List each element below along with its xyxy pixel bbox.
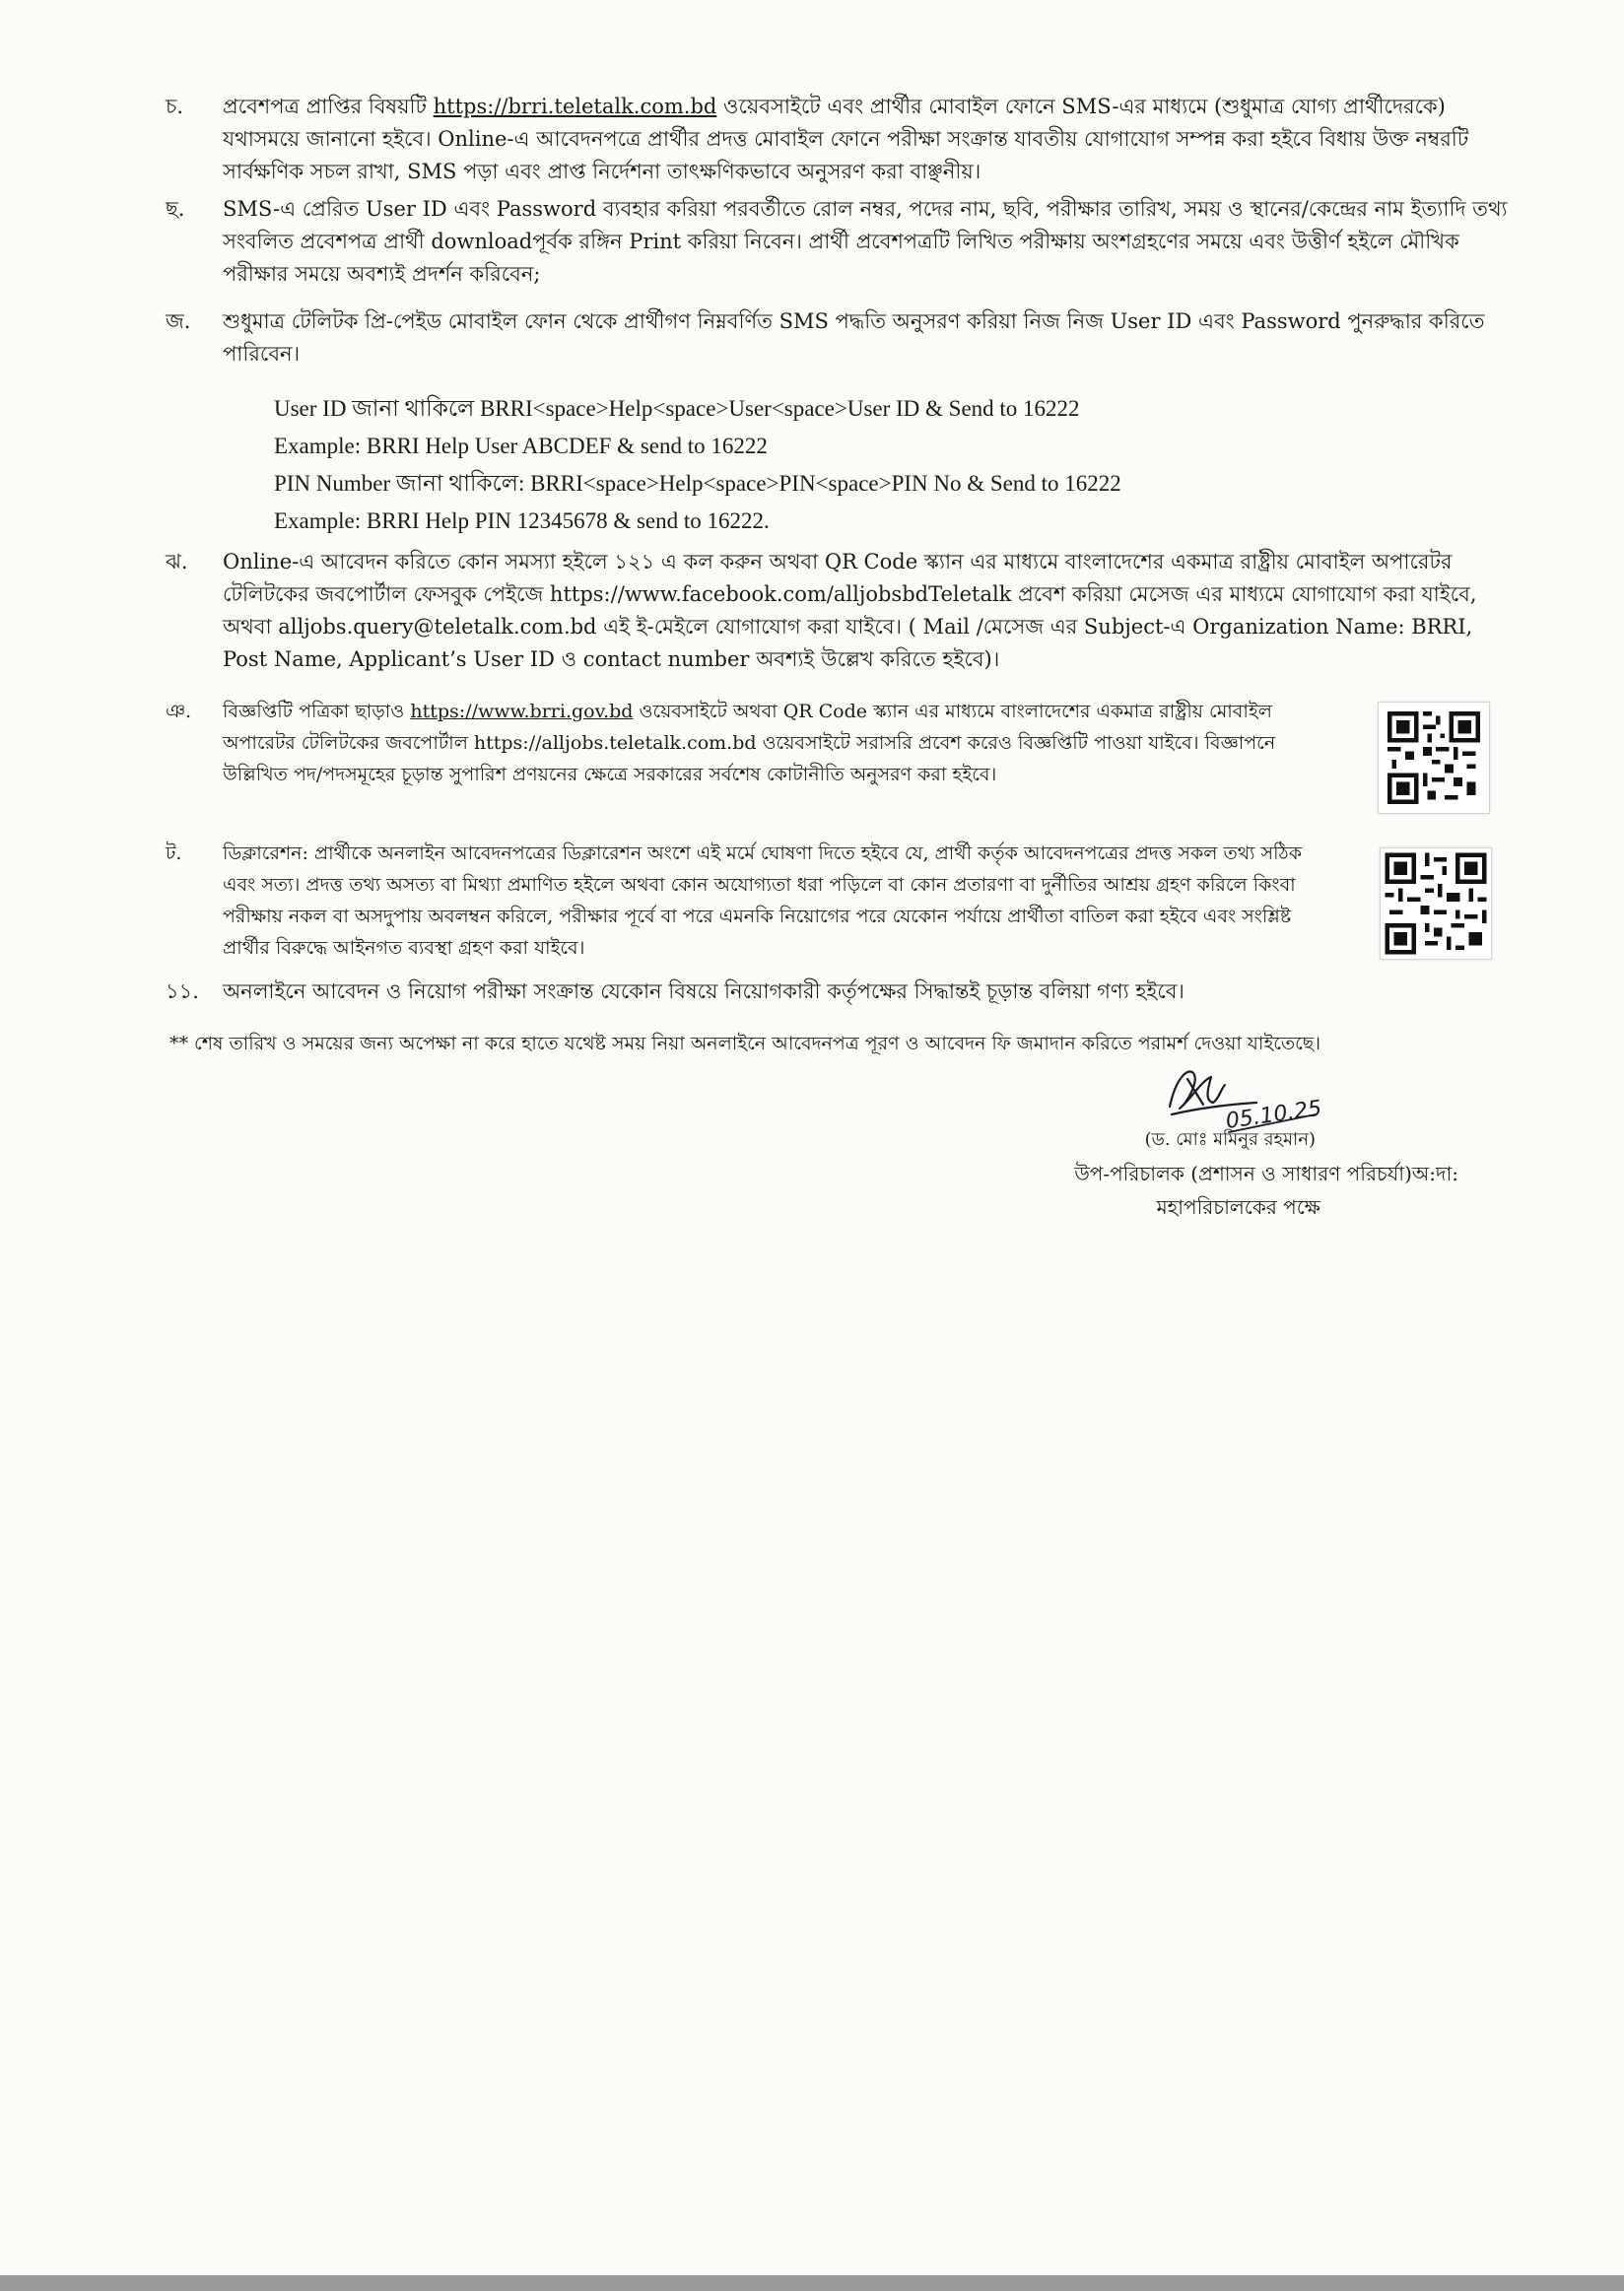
item-nya — [168, 696, 1340, 790]
item-body: Online-এ আবেদন করিতে কোন সমস্যা হইলে ১২১ এ কল করুন অথবা QR Code স্ক্যান এর মাধ্যমে বাংলাদেশের একমাত্র রাষ্ট্রীয় মোবাইল অপারেটর টেলিটকের জবপোর্টাল ফেসবুক পেইজে https://www.facebook.com/alljobsbdTeletalk প্রবেশ করিয়া মেসেজ এর মাধ্যমে যোগাযোগ করা যাইবে, অথবা alljobs.query@teletalk.com.bd এই ই-মেইলে যোগাযোগ করা যাইবে। ( Mail /মেসেজ এর Subject-এ Organization Name: BRRI, Post Name, Applicant’s User ID ও contact number অবশ্যই উল্লেখ করিতে হইবে)। — [223, 550, 1477, 671]
brri-website-link[interactable]: https://www.brri.gov.bd — [410, 701, 634, 722]
signatory-on-behalf: মহাপরিচালকের পক্ষে — [1156, 1195, 1320, 1219]
admit-card-link[interactable]: https://brri.teletalk.com.bd — [433, 95, 717, 118]
signatory-name: (ড. মোঃ মমিনুর রহমান) — [1144, 1129, 1316, 1150]
item-number: ১১. — [166, 979, 199, 1003]
item-ta — [168, 838, 1340, 964]
item-number: ঝ. — [166, 550, 188, 573]
qr-code-facebook-icon — [1379, 703, 1489, 813]
sms-line: User ID জানা থাকিলে BRRI<space>Help<space>User<space>User ID & Send to 16222 — [274, 396, 1080, 421]
qr-code-icon — [1380, 847, 1492, 960]
sms-line: Example: BRRI Help User ABCDEF & send to 16222 — [274, 434, 768, 458]
signatory-block — [887, 1123, 1537, 1224]
sms-instructions — [274, 390, 1456, 540]
item-number: চ. — [166, 95, 184, 118]
item-body: শুধুমাত্র টেলিটক প্রি-পেইড মোবাইল ফোন থেকে প্রার্থীগণ নিম্নবর্ণিত SMS পদ্ধতি অনুসরণ করিয়া নিজ নিজ User ID এবং Password পুনরুদ্ধার করিতে পারিবেন। — [223, 309, 1485, 366]
item-chha — [168, 193, 1508, 291]
item-body: SMS-এ প্রেরিত User ID এবং Password ব্যবহার করিয়া পরবর্তীতে রোল নম্বর, পদের নাম, ছবি, পরীক্ষার তারিখ, সময় ও স্থানের/কেন্দ্রের নাম ইত্যাদি তথ্য সংবলিত প্রবেশপত্র প্রার্থী downloadপূর্বক রঙ্গিন Print করিয়া নিবেন। প্রার্থী প্রবেশপত্রটি লিখিত পরীক্ষায় অংশগ্রহণের সময়ে এবং উত্তীর্ণ হইলে মৌখিক পরীক্ষার সময়ে অবশ্যই প্রদর্শন করিবেন; — [223, 197, 1508, 286]
item-body: ডিক্লারেশন: প্রার্থীকে অনলাইন আবেদনপত্রের ডিক্লারেশন অংশে এই মর্মে ঘোষণা দিতে হইবে যে, প্রার্থী কর্তৃক আবেদনপত্রের প্রদত্ত সকল তথ্য সঠিক এবং সত্য। প্রদত্ত তথ্য অসত্য বা মিথ্যা প্রমাণিত হইলে অথবা কোন অযোগ্যতা ধরা পড়িলে বা কোন প্রতারণা বা দুর্নীতির আশ্রয় গ্রহণ করিলে কিংবা পরীক্ষায় নকল বা অসদুপায় অবলম্বন করিলে, পরীক্ষার পূর্বে বা পরে এমনকি নিয়োগের পরে যেকোন পর্যায়ে প্রার্থীতা বাতিল করা হইবে এবং সংশ্লিষ্ট প্রার্থীর বিরুদ্ধে আইনগত ব্যবস্থা গ্রহণ করা যাইবে। — [223, 842, 1302, 959]
sms-line: PIN Number জানা থাকিলে: BRRI<space>Help<space>PIN<space>PIN No & Send to 16222 — [274, 471, 1121, 496]
item-eleven — [168, 976, 1508, 1008]
signatory-designation: উপ-পরিচালক (প্রশাসন ও সাধারণ পরিচর্যা)অ:দা: — [1074, 1162, 1458, 1185]
qr-code-icon — [1378, 702, 1490, 814]
item-number: ঞ. — [166, 701, 192, 722]
item-ja — [168, 305, 1508, 371]
signature-date: 05.10.25 — [1224, 1096, 1323, 1134]
item-body: প্রবেশপত্র প্রাপ্তির বিষয়টি https://brri.teletalk.com.bd ওয়েবসাইটে এবং প্রার্থীর মোবাইল ফোনে SMS-এর মাধ্যমে (শুধুমাত্র যোগ্য প্রার্থীদেরকে) যথাসময়ে জানানো হইবে। Online-এ আবেদনপত্রে প্রার্থীর প্রদত্ত মোবাইল ফোনে পরীক্ষা সংক্রান্ত যাবতীয় যোগাযোগ সম্পন্ন করা হইবে বিধায় উক্ত নম্বরটি সার্বক্ষণিক সচল রাখা, SMS পড়া এবং প্রাপ্ত নির্দেশনা তাৎক্ষণিকভাবে অনুসরণ করা বাঞ্ছনীয়। — [223, 95, 1469, 183]
qr-code-alljobs-icon — [1381, 848, 1491, 959]
scan-bottom-edge — [0, 2275, 1624, 2291]
item-number: ছ. — [166, 197, 185, 221]
item-number: জ. — [166, 309, 191, 333]
deadline-advice-note: ** শেষ তারিখ ও সময়ের জন্য অপেক্ষা না করে হাতে যথেষ্ট সময় নিয়া অনলাইনে আবেদনপত্র পূরণ ও আবেদন ফি জমাদান করিতে পরামর্শ দেওয়া যাইতেছে। — [169, 1033, 1321, 1054]
item-body: বিজ্ঞপ্তিটি পত্রিকা ছাড়াও https://www.brri.gov.bd ওয়েবসাইটে অথবা QR Code স্ক্যান এর মাধ্যমে বাংলাদেশের একমাত্র রাষ্ট্রীয় মোবাইল অপারেটর টেলিটকের জবপোর্টাল https://alljobs.teletalk.com.bd ওয়েবসাইটে সরাসরি প্রবেশ করেও বিজ্ঞপ্তিটি পাওয়া যাইবে। বিজ্ঞাপনে উল্লিখিত পদ/পদসমূহের চূড়ান্ত সুপারিশ প্রণয়নের ক্ষেত্রে সরকারের সর্বশেষ কোটানীতি অনুসরণ করা হইবে। — [223, 701, 1276, 785]
item-jha — [168, 546, 1508, 676]
sms-line: Example: BRRI Help PIN 12345678 & send to 16222. — [274, 508, 770, 533]
item-number: ট. — [166, 842, 182, 864]
item-body: অনলাইনে আবেদন ও নিয়োগ পরীক্ষা সংক্রান্ত যেকোন বিষয়ে নিয়োগকারী কর্তৃপক্ষের সিদ্ধান্তই চূড়ান্ত বলিয়া গণ্য হইবে। — [223, 979, 1184, 1003]
item-cha — [168, 91, 1508, 188]
